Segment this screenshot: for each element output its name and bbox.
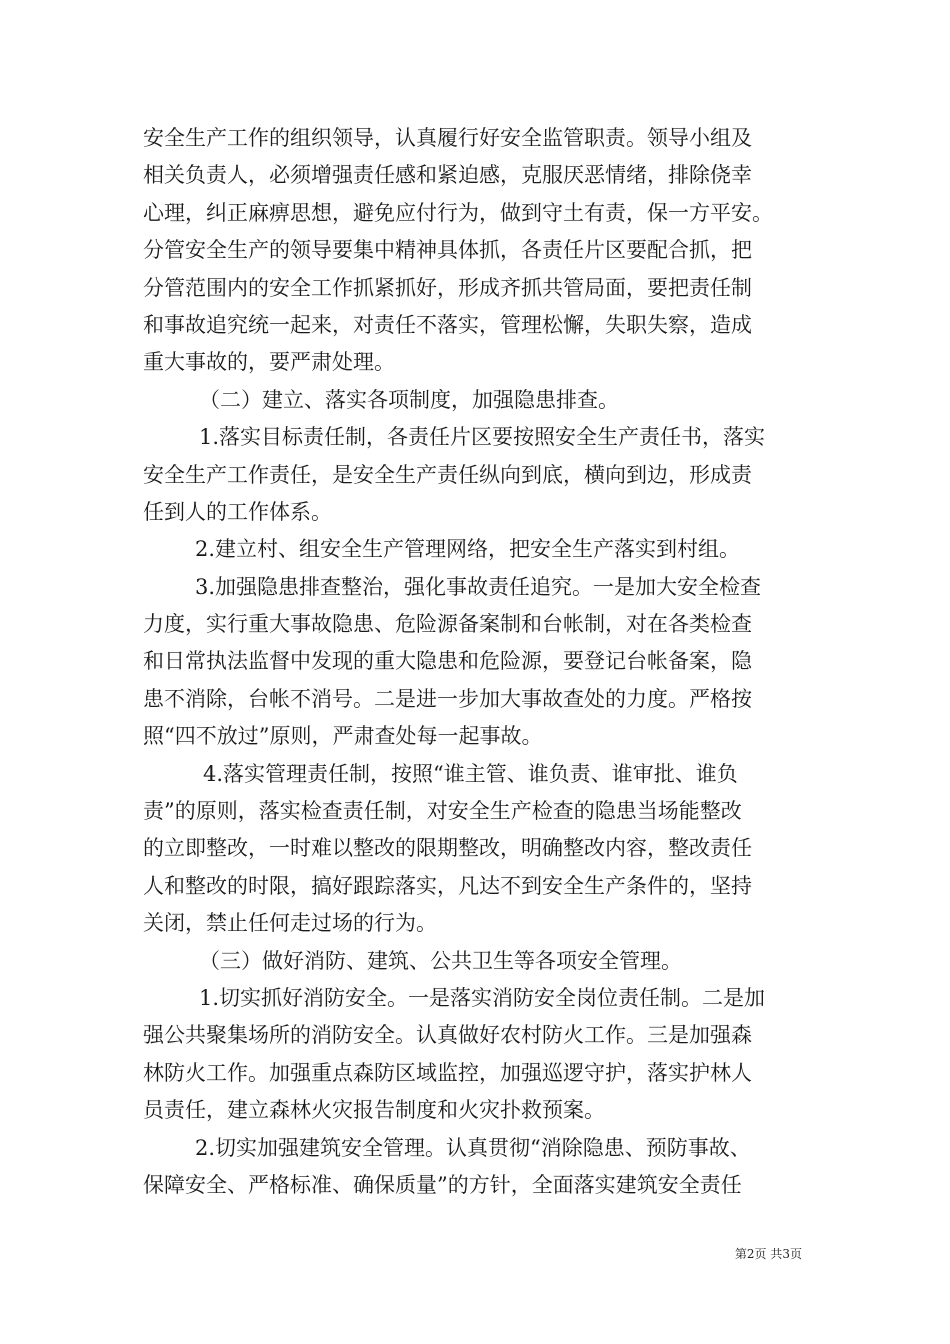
text-line: 1.落实目标责任制，各责任片区要按照安全生产责任书，落实 <box>199 425 766 450</box>
text-line: 责”的原则，落实检查责任制，对安全生产检查的隐患当场能整改 <box>143 799 742 824</box>
page-number: 第2页 共3页 <box>734 1247 802 1261</box>
text-line: 的立即整改，一时难以整改的限期整改，明确整改内容，整改责任 <box>143 836 752 861</box>
text-line: 人和整改的时限，搞好跟踪落实，凡达不到安全生产条件的，坚持 <box>143 873 752 898</box>
text-line: 2.建立村、组安全生产管理网络，把安全生产落实到村组。 <box>195 537 741 562</box>
text-line: 照“四不放过”原则，严肃查处每一起事故。 <box>143 724 543 749</box>
section-heading: （二）建立、落实各项制度，加强隐患排查。 <box>199 387 619 412</box>
text-line: 力度，实行重大事故隐患、危险源备案制和台帐制，对在各类检查 <box>143 612 752 637</box>
text-line: 1.切实抓好消防安全。一是落实消防安全岗位责任制。二是加 <box>199 985 766 1010</box>
text-line: 相关负责人，必须增强责任感和紧迫感，克服厌恶情绪，排除侥幸 <box>143 163 752 188</box>
text-line: 强公共聚集场所的消防安全。认真做好农村防火工作。三是加强森 <box>143 1023 752 1048</box>
text-line: 安全生产工作的组织领导，认真履行好安全监管职责。领导小组及 <box>143 126 752 150</box>
text-line: 员责任，建立森林火灾报告制度和火灾扑救预案。 <box>143 1098 605 1123</box>
text-line: 分管范围内的安全工作抓紧抓好，形成齐抓共管局面，要把责任制 <box>143 275 752 300</box>
text-line: 3.加强隐患排查整治，强化事故责任追究。一是加大安全检查 <box>195 574 762 599</box>
text-line: 患不消除，台帐不消号。二是进一步加大事故查处的力度。严格按 <box>143 686 752 711</box>
text-line: 分管安全生产的领导要集中精神具体抓，各责任片区要配合抓，把 <box>143 238 752 263</box>
text-line: 心理，纠正麻痹思想，避免应付行为，做到守土有责，保一方平安。 <box>143 200 773 225</box>
text-line: 关闭，禁止任何走过场的行为。 <box>143 911 437 936</box>
text-line: 2.切实加强建筑安全管理。认真贯彻“消除隐患、预防事故、 <box>195 1135 751 1160</box>
section-heading: （三）做好消防、建筑、公共卫生等各项安全管理。 <box>199 948 682 973</box>
text-line: 任到人的工作体系。 <box>143 499 332 524</box>
text-line: 重大事故的，要严肃处理。 <box>143 350 395 375</box>
text-line: 4.落实管理责任制，按照“谁主管、谁负责、谁审批、谁负 <box>203 761 738 786</box>
text-line: 保障安全、严格标准、确保质量”的方针，全面落实建筑安全责任 <box>143 1172 742 1197</box>
text-line: 安全生产工作责任，是安全生产责任纵向到底，横向到边，形成责 <box>143 462 752 487</box>
text-line: 和事故追究统一起来，对责任不落实，管理松懈，失职失察，造成 <box>143 312 752 337</box>
text-line: 林防火工作。加强重点森防区域监控，加强巡逻守护，落实护林人 <box>143 1060 752 1085</box>
text-line: 和日常执法监督中发现的重大隐患和危险源，要登记台帐备案，隐 <box>143 649 752 674</box>
document-body <box>143 120 833 1204</box>
